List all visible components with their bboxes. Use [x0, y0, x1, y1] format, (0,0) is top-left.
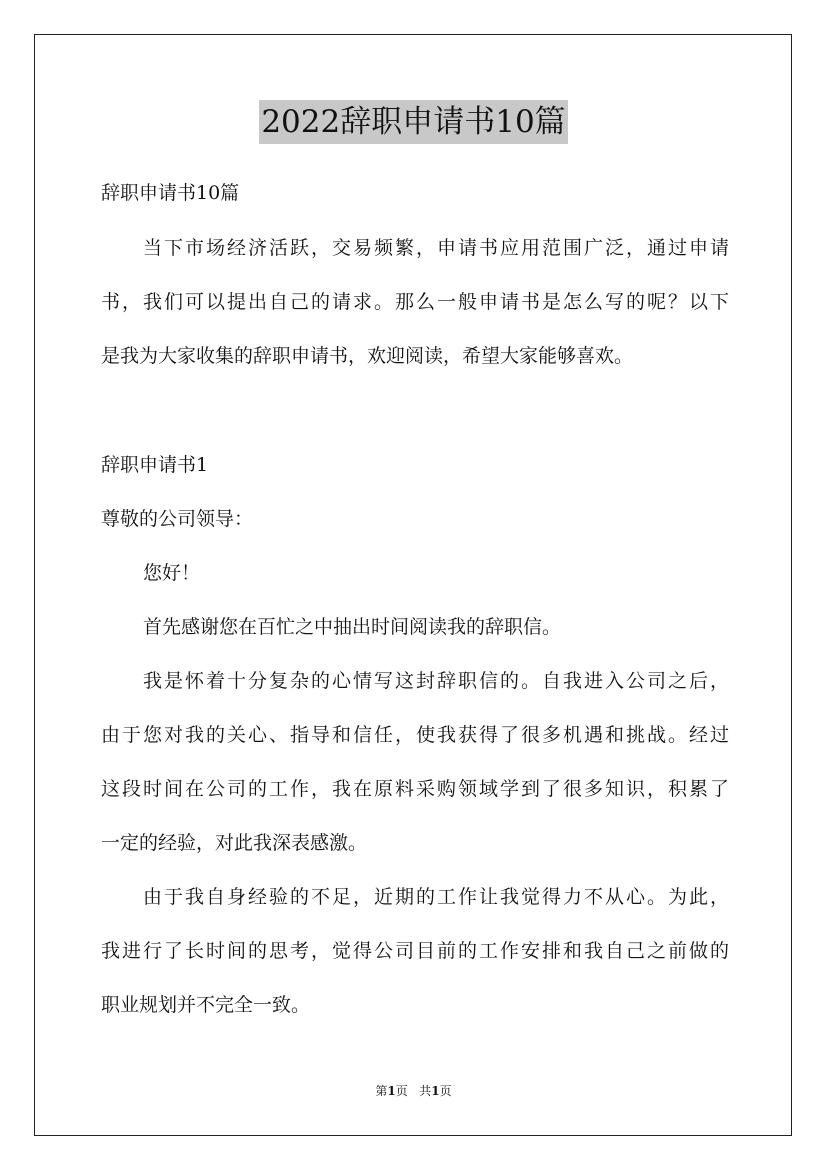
total-suffix: 页: [439, 1084, 452, 1098]
page-suffix: 页: [395, 1084, 408, 1098]
paragraph-3-line-3: 职业规划并不完全一致。: [101, 994, 311, 1016]
paragraph-3-line-1: 由于我自身经验的不足，近期的工作让我觉得力不从心。为此，: [143, 886, 729, 908]
intro-line-1: 当下市场经济活跃，交易频繁，申请书应用范围广泛，通过申请: [143, 237, 729, 259]
page-footer: [0, 1083, 827, 1099]
paragraph-2-line-4: 一定的经验，对此我深表感激。: [101, 832, 368, 854]
paragraph-3-line-2: 我进行了长时间的思考，觉得公司目前的工作安排和我自己之前做的: [101, 940, 729, 962]
page-number: 1: [387, 1084, 396, 1098]
greeting: 您好！: [143, 562, 201, 584]
document-title: 2022辞职申请书10篇: [259, 100, 567, 144]
intro-line-3: 是我为大家收集的辞职申请书，欢迎阅读，希望大家能够喜欢。: [101, 345, 634, 367]
salutation: 尊敬的公司领导：: [101, 508, 254, 530]
section-heading: 辞职申请书1: [101, 454, 209, 476]
total-number: 1: [431, 1084, 440, 1098]
paragraph-2-line-1: 我是怀着十分复杂的心情写这封辞职信的。自我进入公司之后，: [143, 670, 729, 692]
total-prefix: 共: [419, 1084, 432, 1098]
intro-line-2: 书，我们可以提出自己的请求。那么一般申请书是怎么写的呢？以下: [101, 291, 729, 313]
paragraph-1: 首先感谢您在百忙之中抽出时间阅读我的辞职信。: [143, 616, 562, 638]
paragraph-2-line-2: 由于您对我的关心、指导和信任，使我获得了很多机遇和挑战。经过: [101, 724, 729, 746]
document-subtitle: 辞职申请书10篇: [101, 182, 240, 204]
paragraph-2-line-3: 这段时间在公司的工作，我在原料采购领域学到了很多知识，积累了: [101, 778, 729, 800]
page-prefix: 第: [375, 1084, 388, 1098]
title-container: [0, 100, 827, 144]
